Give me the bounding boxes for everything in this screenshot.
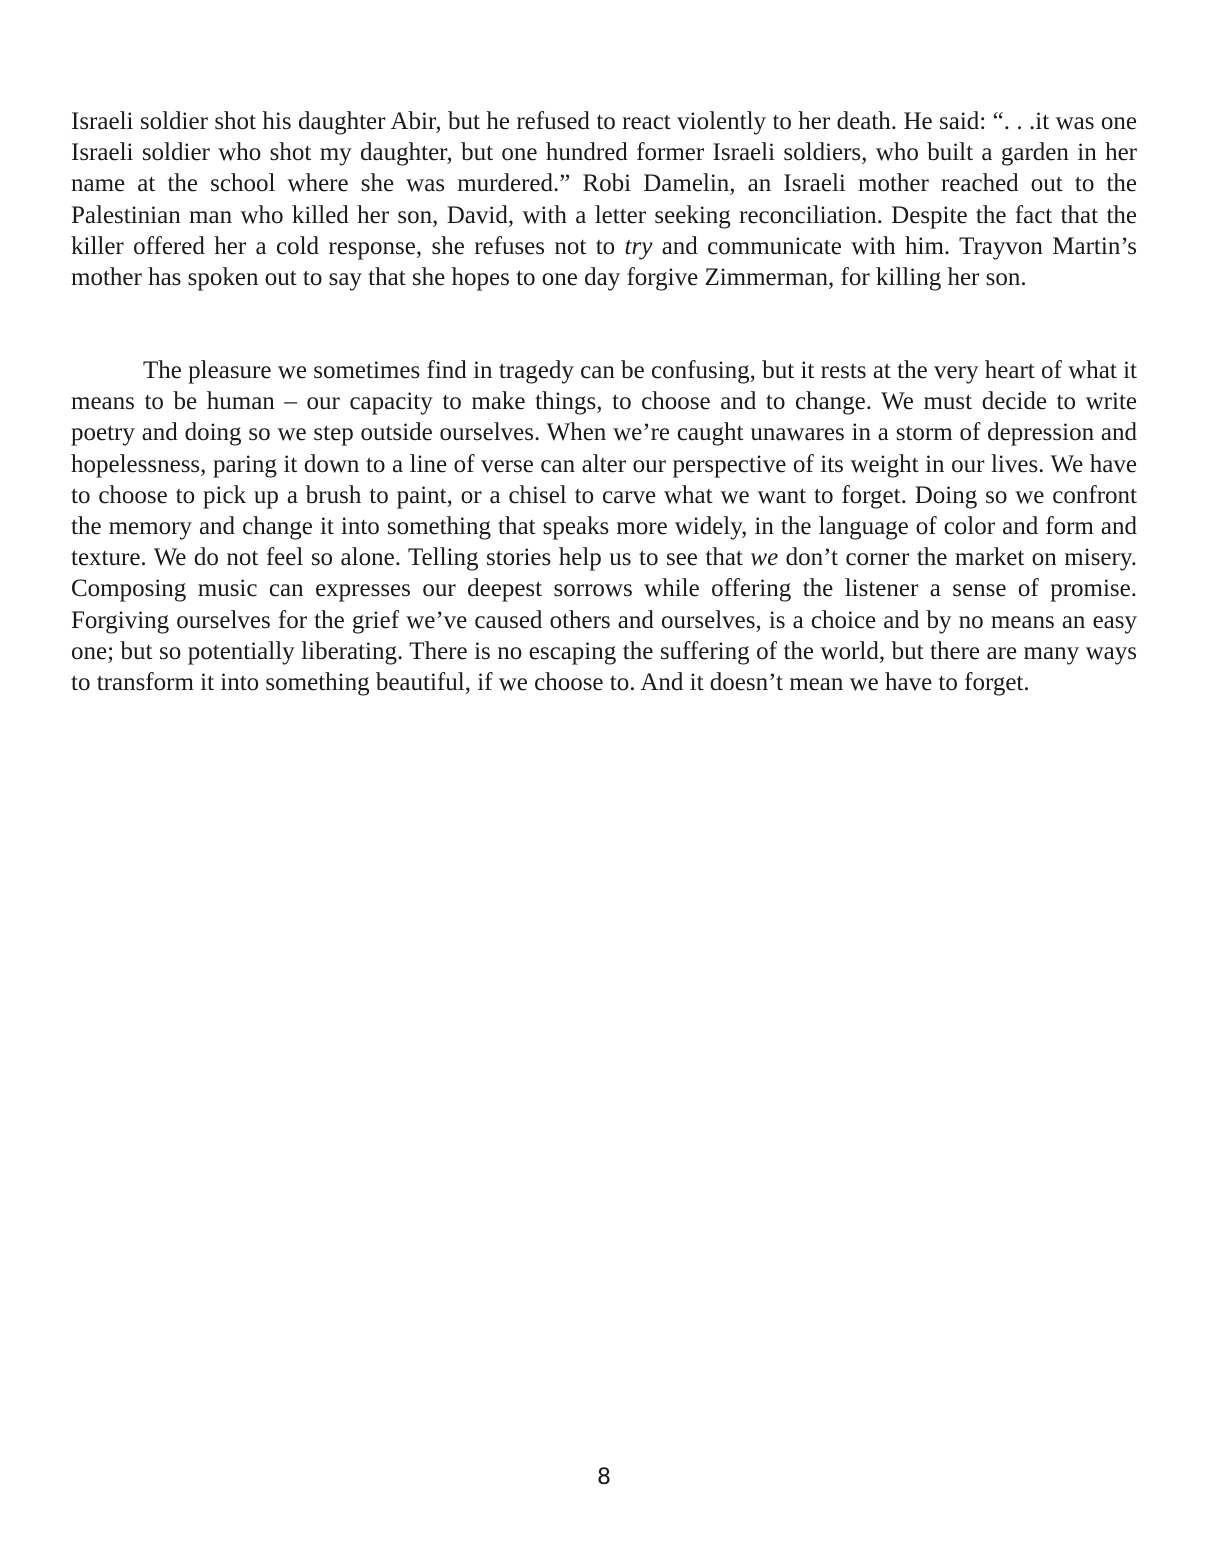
page-number: 8 bbox=[597, 1465, 611, 1490]
paragraph-2-emphasis-we: we bbox=[750, 544, 779, 572]
body-paragraph-1 bbox=[71, 106, 1137, 293]
paragraph-1-text-a: Israeli soldier shot his daughter Abir, but he refused to react violently to her death. He said: “. . .it was one Israeli soldier who shot my daughter, but one hundred former Israeli soldiers, who built a garden in her name at the school where she was murdered.” Robi Damelin, an Israeli mother reached out to the Palestinian man who killed her son, David, with a letter seeking reconciliation. Despite the fact that the killer offered her a cold response, she refuses not to bbox=[71, 108, 1137, 260]
paragraph-2-text-b: don’t corner the market on misery. Composing music can expresses our deepest sorrows while offering the listener a sense of promise. Forgiving ourselves for the grief we’ve caused others and ourselves, is a choice and by no means an easy one; but so potentially liberating. There is no escaping the suffering of the world, but there are many ways to transform it into something beautiful, if we choose to. And it doesn’t mean we have to forget. bbox=[71, 544, 1137, 697]
paragraph-1-emphasis-try: try bbox=[624, 232, 653, 260]
body-paragraph-2 bbox=[71, 355, 1137, 698]
paragraph-2-text-a: The pleasure we sometimes find in tragedy can be confusing, but it rests at the very heart of what it means to be human – our capacity to make things, to choose and to change. We must decide to write poetry and doing so we step outside ourselves. When we’re caught unawares in a storm of depression and hopelessness, paring it down to a line of verse can alter our perspective of its weight in our lives. We have to choose to pick up a brush to paint, or a chisel to carve what we want to forget. Doing so we confront the memory and change it into something that speaks more widely, in the language of color and form and texture. We do not feel so alone. Telling stories help us to see that bbox=[71, 357, 1137, 572]
paragraph-1-text-b: and communicate with him. Trayvon Martin’s mother has spoken out to say that she hopes to one day forgive Zimmerman, for killing her son. bbox=[71, 232, 1137, 292]
